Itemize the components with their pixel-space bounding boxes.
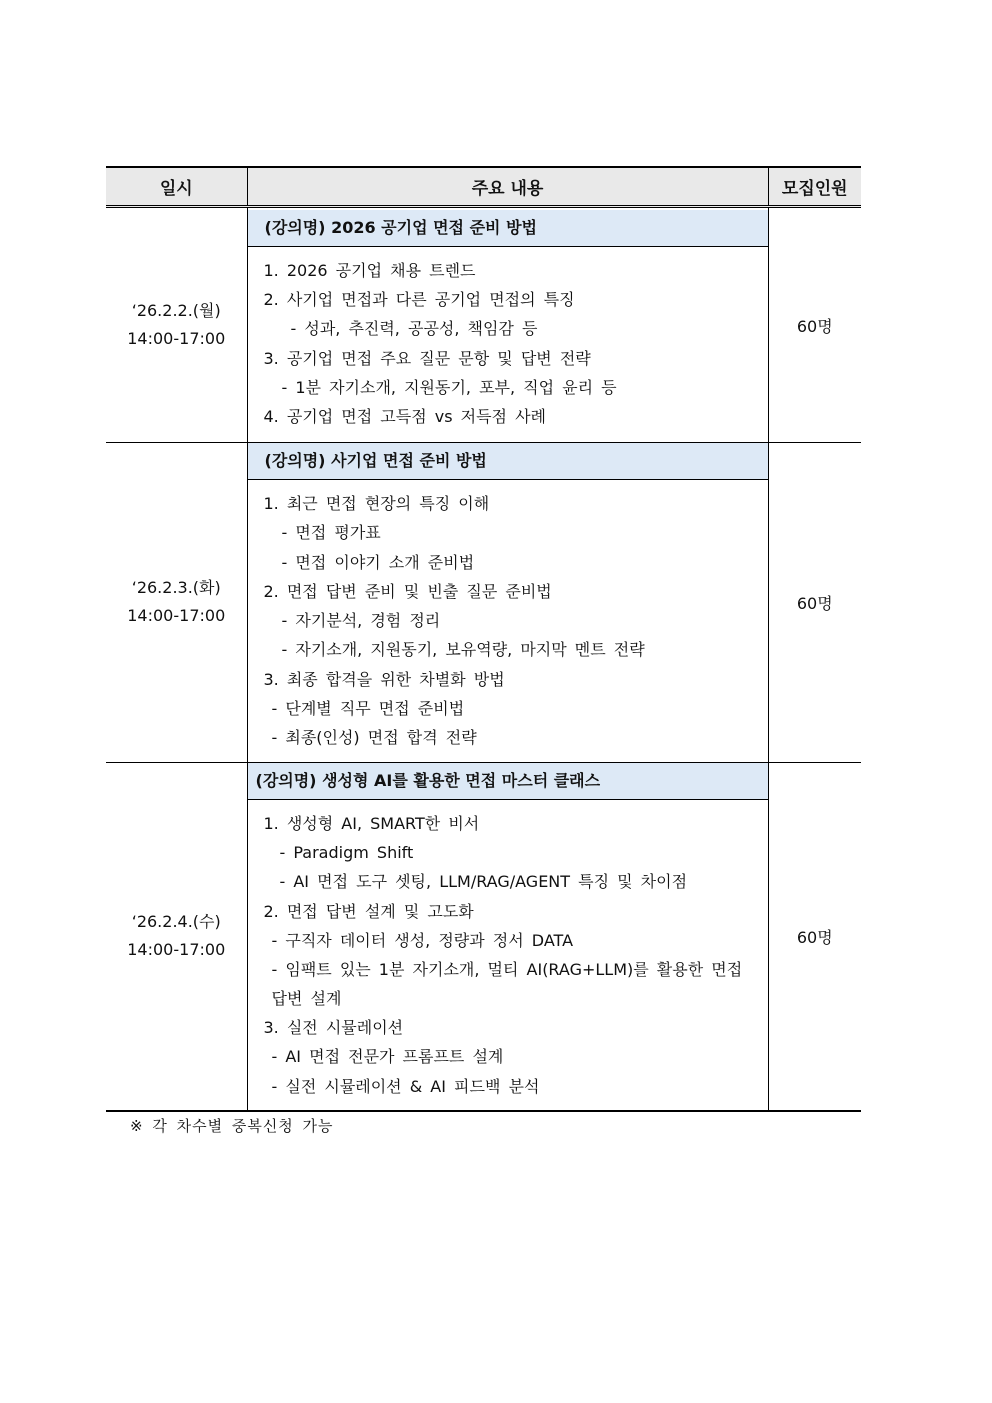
footnote: ※ 각 차수별 중복신청 가능 xyxy=(130,1117,334,1135)
session-time: 14:00-17:00 xyxy=(127,329,226,348)
outline-item: 3. 최종 합격을 위한 차별화 방법 xyxy=(263,669,505,689)
outline-subitem: - 자기소개, 지원동기, 보유역량, 마지막 멘트 전략 xyxy=(281,640,645,660)
outline-item: 1. 생성형 AI, SMART한 비서 xyxy=(263,813,480,833)
session-date: ‘26.2.3.(화) xyxy=(131,578,221,598)
table-row xyxy=(106,207,861,443)
outline-subitem: - AI 면접 전문가 프롬프트 설계 xyxy=(271,1047,504,1067)
outline-item: 3. 실전 시뮬레이션 xyxy=(263,1018,404,1038)
course-title: (강의명) 사기업 면접 준비 방법 xyxy=(248,443,768,480)
outline-subitem: - 임팩트 있는 1분 자기소개, 멀티 AI(RAG+LLM)를 활용한 면접 답변 설계 xyxy=(271,960,743,1009)
header-date: 일시 xyxy=(106,167,247,207)
course-title: (강의명) 2026 공기업 면접 준비 방법 xyxy=(248,210,768,247)
outline-item: 4. 공기업 면접 고득점 vs 저득점 사례 xyxy=(263,407,547,427)
header-content: 주요 내용 xyxy=(247,167,768,207)
header-capacity: 모집인원 xyxy=(768,167,861,207)
date-cell xyxy=(106,207,247,443)
table-row xyxy=(106,762,861,1111)
outline-subitem: - 단계별 직무 면접 준비법 xyxy=(271,699,465,719)
outline-subitem: - AI 면접 도구 셋팅, LLM/RAG/AGENT 특징 및 차이점 xyxy=(279,872,688,892)
outline-subitem: - 면접 평가표 xyxy=(281,523,381,543)
outline-subitem: - 구직자 데이터 생성, 정량과 정서 DATA xyxy=(271,930,574,950)
outline-subitem: - Paradigm Shift xyxy=(279,842,414,862)
schedule-table xyxy=(106,166,861,1112)
header-row xyxy=(106,167,861,207)
outline-subitem: - 최종(인성) 면접 합격 전략 xyxy=(271,728,477,748)
session-date: ‘26.2.4.(수) xyxy=(131,912,221,932)
content-cell xyxy=(247,762,768,1111)
course-outline xyxy=(248,800,768,1110)
outline-item: 1. 최근 면접 현장의 특징 이해 xyxy=(263,494,490,513)
date-cell xyxy=(106,443,247,763)
course-outline xyxy=(248,480,768,762)
session-time: 14:00-17:00 xyxy=(127,606,226,626)
course-title: (강의명) 생성형 AI를 활용한 면접 마스터 클래스 xyxy=(248,763,768,800)
capacity-cell: 60명 xyxy=(768,762,861,1111)
outline-subitem: - 성과, 추진력, 공공성, 책임감 등 xyxy=(290,319,538,339)
session-time: 14:00-17:00 xyxy=(127,940,226,960)
course-outline xyxy=(248,247,768,441)
outline-item: 1. 2026 공기업 채용 트렌드 xyxy=(263,260,476,280)
outline-item: 3. 공기업 면접 주요 질문 문항 및 답변 전략 xyxy=(263,348,591,368)
table-row xyxy=(106,443,861,763)
content-cell xyxy=(247,443,768,763)
outline-subitem: - 실전 시뮬레이션 & AI 피드백 분석 xyxy=(271,1076,540,1096)
session-date: ‘26.2.2.(월) xyxy=(131,301,221,320)
outline-item: 2. 면접 답변 준비 및 빈출 질문 준비법 xyxy=(263,581,552,601)
outline-item: 2. 면접 답변 설계 및 고도화 xyxy=(263,901,474,921)
date-cell xyxy=(106,762,247,1111)
capacity-cell: 60명 xyxy=(768,443,861,763)
content-cell xyxy=(247,207,768,443)
outline-subitem: - 자기분석, 경험 정리 xyxy=(281,611,441,631)
capacity-cell: 60명 xyxy=(768,207,861,443)
outline-subitem: - 1분 자기소개, 지원동기, 포부, 직업 윤리 등 xyxy=(281,377,617,397)
outline-item: 2. 사기업 면접과 다른 공기업 면접의 특징 xyxy=(263,289,575,309)
outline-subitem: - 면접 이야기 소개 준비법 xyxy=(281,552,475,572)
